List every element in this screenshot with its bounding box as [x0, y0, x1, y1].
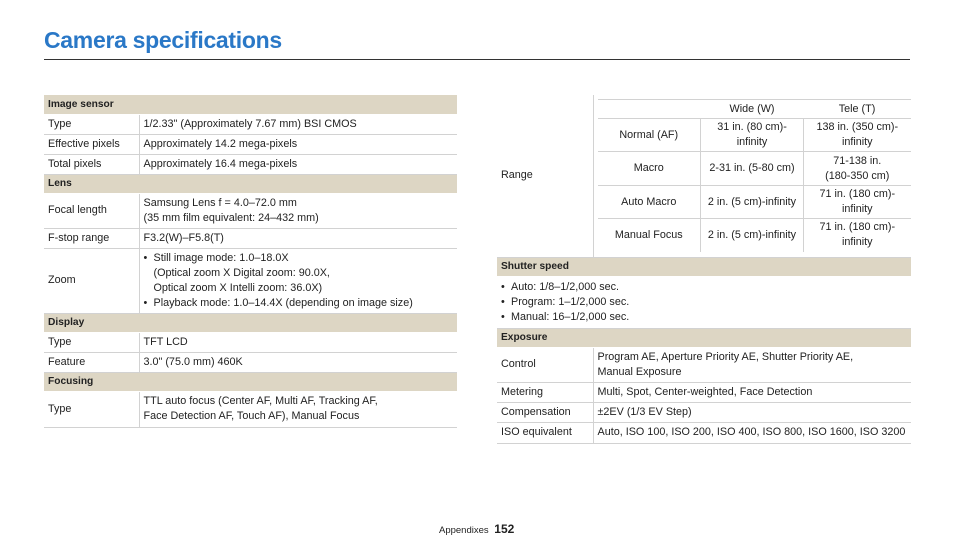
- range-wide: 2-31 in. (5-80 cm): [701, 152, 804, 186]
- table-row: [497, 382, 911, 402]
- value-line: • Still image mode: 1.0–18.0X: [153, 251, 289, 264]
- value-line: infinity: [841, 136, 873, 148]
- shutter-cell: [497, 276, 911, 328]
- list-item: • Program: 1–1/2,000 sec.: [501, 295, 907, 310]
- section-header-lens: [44, 174, 457, 193]
- value-line: 71-138 in.: [833, 154, 882, 167]
- range-table: [598, 99, 911, 252]
- value-line: 31 in. (80 cm)-: [717, 121, 787, 133]
- table-row: [44, 193, 457, 228]
- range-row: [598, 152, 911, 186]
- row-value: Approximately 16.4 mega-pixels: [139, 154, 457, 174]
- section-title: Display: [44, 313, 457, 332]
- row-label: Total pixels: [44, 154, 139, 174]
- row-value: Approximately 14.2 mega-pixels: [139, 134, 457, 154]
- section-header-display: [44, 313, 457, 332]
- row-label: Feature: [44, 352, 139, 372]
- value-line: 71 in. (180 cm)-: [819, 188, 896, 200]
- row-label: F-stop range: [44, 228, 139, 248]
- value-line: (35 mm film equivalent: 24–432 mm): [143, 211, 319, 224]
- range-tele: [804, 219, 911, 252]
- section-title: Shutter speed: [497, 257, 911, 276]
- row-label: Effective pixels: [44, 134, 139, 154]
- list-item: • Auto: 1/8–1/2,000 sec.: [501, 280, 907, 295]
- table-row: [44, 114, 457, 134]
- table-row: [44, 248, 457, 313]
- row-value: 1/2.33" (Approximately 7.67 mm) BSI CMOS: [139, 114, 457, 134]
- value-line: Samsung Lens f = 4.0–72.0 mm: [143, 196, 297, 209]
- row-label: ISO equivalent: [497, 422, 593, 443]
- row-label: Type: [44, 332, 139, 352]
- section-header-exposure: [497, 328, 911, 347]
- row-label: Focal length: [44, 193, 139, 228]
- range-mode: Manual Focus: [598, 219, 701, 252]
- row-label: Type: [44, 391, 139, 427]
- row-label: Control: [497, 347, 593, 382]
- range-mode: Macro: [598, 152, 701, 186]
- table-row: [44, 154, 457, 174]
- left-spec-table: [44, 95, 457, 428]
- table-row: [44, 332, 457, 352]
- row-value: Auto, ISO 100, ISO 200, ISO 400, ISO 800, ISO 1600, ISO 3200: [593, 422, 911, 443]
- row-value: 3.0" (75.0 mm) 460K: [139, 352, 457, 372]
- value-line: Manual Exposure: [597, 365, 682, 378]
- value-line: TTL auto focus (Center AF, Multi AF, Tracking AF,: [143, 395, 378, 407]
- value-line: 138 in. (350 cm)-: [816, 121, 899, 133]
- table-row: [497, 95, 911, 257]
- range-header-row: [598, 100, 911, 119]
- range-mode: Normal (AF): [598, 119, 701, 152]
- column-header: Wide (W): [701, 100, 804, 119]
- page-title: Camera specifications: [44, 27, 282, 53]
- section-title: Image sensor: [44, 95, 457, 114]
- table-row: [44, 391, 457, 427]
- title-divider: [44, 59, 910, 60]
- value-line: infinity: [841, 203, 873, 215]
- value-line: infinity: [736, 136, 768, 148]
- value-line: infinity: [841, 236, 873, 249]
- value-line: (Optical zoom X Digital zoom: 90.0X,: [153, 266, 330, 279]
- table-row: [497, 276, 911, 328]
- value-line: 71 in. (180 cm)-: [819, 221, 896, 234]
- range-row: [598, 119, 911, 152]
- range-wide: [701, 119, 804, 152]
- range-tele: [804, 152, 911, 186]
- list-item: [144, 251, 454, 296]
- section-title: Lens: [44, 174, 457, 193]
- table-row: [497, 402, 911, 422]
- row-value: [139, 193, 457, 228]
- section-header-focusing: [44, 372, 457, 391]
- row-label: Range: [497, 95, 593, 257]
- row-value: Multi, Spot, Center-weighted, Face Detection: [593, 382, 911, 402]
- range-wide: 2 in. (5 cm)-infinity: [701, 186, 804, 219]
- row-value: ±2EV (1/3 EV Step): [593, 402, 911, 422]
- table-row: [44, 228, 457, 248]
- table-row: [497, 422, 911, 443]
- table-row: [497, 347, 911, 382]
- value-line: Program AE, Aperture Priority AE, Shutter Priority AE,: [597, 350, 854, 363]
- row-label: Compensation: [497, 402, 593, 422]
- zoom-list: [144, 251, 454, 311]
- row-value: TFT LCD: [139, 332, 457, 352]
- right-spec-table: [497, 95, 911, 444]
- range-tele: [804, 119, 911, 152]
- section-title: Focusing: [44, 372, 457, 391]
- row-value: [593, 347, 911, 382]
- page-footer: [439, 522, 514, 536]
- range-row: [598, 186, 911, 219]
- page-number: 152: [494, 522, 515, 536]
- row-label: Metering: [497, 382, 593, 402]
- value-line: Optical zoom X Intelli zoom: 36.0X): [153, 281, 323, 294]
- range-wide: 2 in. (5 cm)-infinity: [701, 219, 804, 252]
- value-line: (180-350 cm): [825, 169, 890, 182]
- range-cell: [593, 95, 911, 257]
- range-row: [598, 219, 911, 252]
- value-line: Face Detection AF, Touch AF), Manual Focus: [143, 410, 360, 422]
- row-value: F3.2(W)–F5.8(T): [139, 228, 457, 248]
- row-value: [139, 391, 457, 427]
- row-label: Zoom: [44, 248, 139, 313]
- section-header-image-sensor: [44, 95, 457, 114]
- section-header-shutter-speed: [497, 257, 911, 276]
- row-label: Type: [44, 114, 139, 134]
- list-item: • Manual: 16–1/2,000 sec.: [501, 310, 907, 325]
- range-tele: [804, 186, 911, 219]
- row-value: [139, 248, 457, 313]
- column-header: Tele (T): [804, 100, 911, 119]
- range-mode: Auto Macro: [598, 186, 701, 219]
- table-row: [44, 134, 457, 154]
- section-title: Exposure: [497, 328, 911, 347]
- range-header-empty: [598, 100, 701, 119]
- list-item: • Playback mode: 1.0–14.4X (depending on image size): [144, 296, 454, 311]
- table-row: [44, 352, 457, 372]
- shutter-list: [501, 280, 907, 325]
- footer-section: Appendixes: [439, 525, 489, 536]
